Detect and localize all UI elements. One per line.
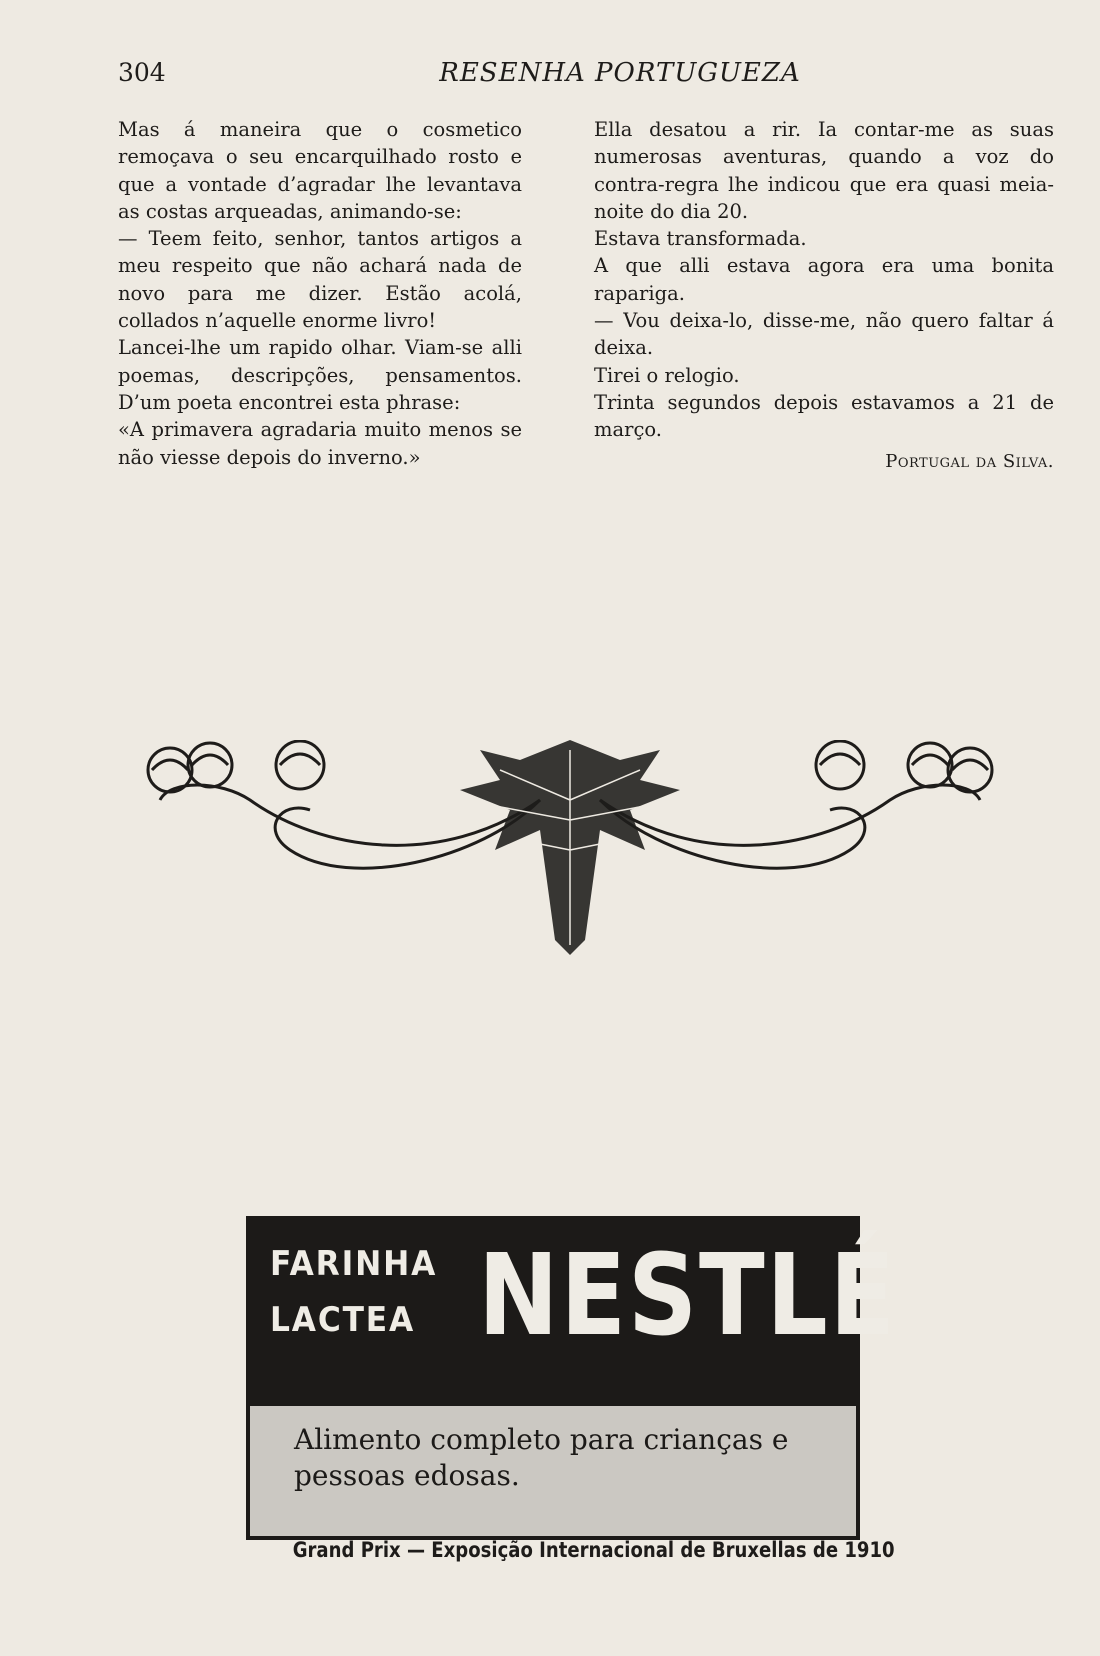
- ad-tagline: Alimento completo para crianças e pessoas edosas.: [294, 1423, 789, 1492]
- paragraph: Ella desatou a rir. Ia contar-me as suas numerosas aventuras, quando a voz do contra-regra lhe indicou que era quasi meia-noite do dia 20.: [594, 118, 1054, 223]
- right-column: [594, 116, 1054, 475]
- nestle-advertisement: [246, 1216, 897, 1540]
- paragraph: A que alli estava agora era uma bonita rapariga.: [594, 254, 1054, 305]
- ad-product-line2: LACTEA: [270, 1300, 416, 1340]
- paragraph: Tirei o relogio.: [594, 363, 740, 387]
- ad-product-line1: FARINHA: [270, 1244, 438, 1284]
- paragraph: Mas á maneira que o cosmetico remoçava o seu encarquilhado rosto e que a vontade d’agradar lhe levantava as costas arqueadas, animando-se:: [118, 118, 522, 223]
- paragraph: Lancei-lhe um rapido olhar. Viam-se alli poemas, descripções, pensamentos. D’um poeta encontrei esta phrase:: [118, 336, 522, 414]
- paragraph: Estava transformada.: [594, 227, 807, 251]
- paragraph: — Vou deixa-lo, disse-me, não quero faltar á deixa.: [594, 309, 1054, 360]
- running-title: RESENHA PORTUGUEZA: [439, 58, 801, 88]
- ad-award-line: Grand Prix — Exposição Internacional de Bruxellas de 1910: [292, 1538, 895, 1562]
- page-number: 304: [118, 58, 166, 87]
- paragraph: — Teem feito, senhor, tantos artigos a meu respeito que não achará nada de novo para me dizer. Estão acolá, collados n’aquelle enorme livro!: [118, 227, 522, 333]
- paragraph: «A primavera agradaria muito menos se não viesse depois do inverno.»: [118, 418, 522, 469]
- left-column: [118, 116, 522, 471]
- floral-ornament-icon: [100, 740, 1040, 960]
- ad-tagline-box: [250, 1406, 856, 1536]
- author-signature: Portugal da Silva.: [885, 450, 1054, 472]
- ad-brand-name: NESTLÉ: [478, 1231, 897, 1361]
- paragraph: Trinta segundos depois estavamos a 21 de março.: [594, 390, 1054, 442]
- page-header: [118, 58, 1022, 98]
